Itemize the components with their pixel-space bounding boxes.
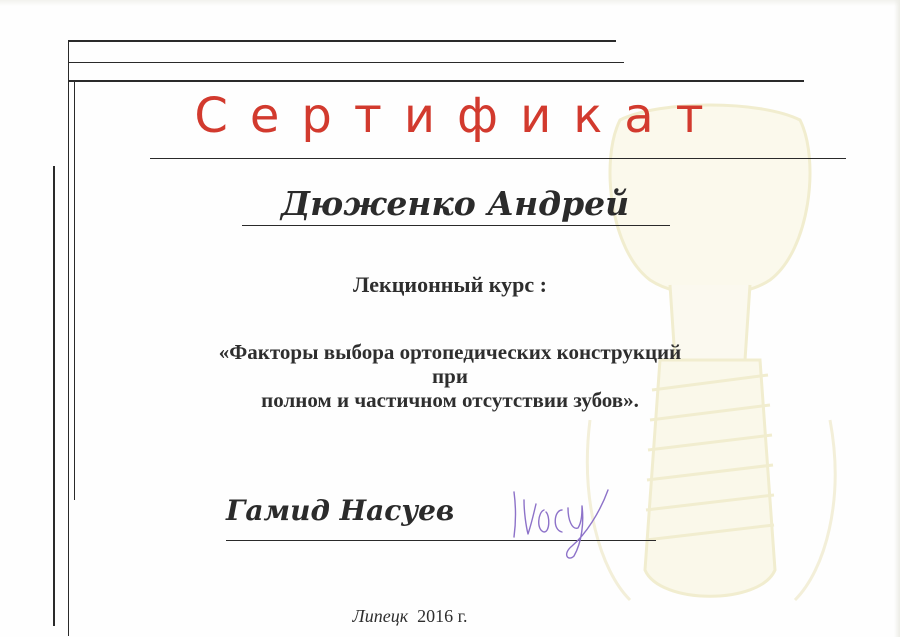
course-title: [120, 340, 780, 412]
frame-line-left-inner: [68, 40, 69, 636]
recipient-name: Дюженко Андрей: [280, 184, 630, 223]
recipient-underline: [242, 225, 670, 226]
course-label: Лекционный курс :: [353, 272, 547, 297]
year: 2016 г.: [417, 606, 468, 626]
lecturer-name: Гамид Насуев: [226, 494, 455, 527]
course-title-line: полном и частичном отсутствии зубов».: [261, 388, 639, 412]
scan-shadow-right: [894, 0, 900, 637]
frame-line-under-title: [150, 158, 846, 159]
frame-line-left-outer: [53, 166, 55, 626]
frame-line-top-2: [68, 62, 624, 63]
scan-shadow-top: [0, 0, 900, 6]
city: Липецк: [352, 606, 409, 626]
frame-line-left-mid: [74, 80, 75, 500]
frame-line-top-1: [68, 40, 616, 42]
handwritten-signature-icon: [506, 482, 616, 562]
certificate-title: Сертификат: [194, 88, 726, 144]
place-and-year: [300, 606, 520, 627]
frame-line-top-3: [68, 80, 804, 82]
course-title-line: при: [432, 364, 468, 388]
course-title-line: «Факторы выбора ортопедических конструкций: [218, 340, 682, 364]
